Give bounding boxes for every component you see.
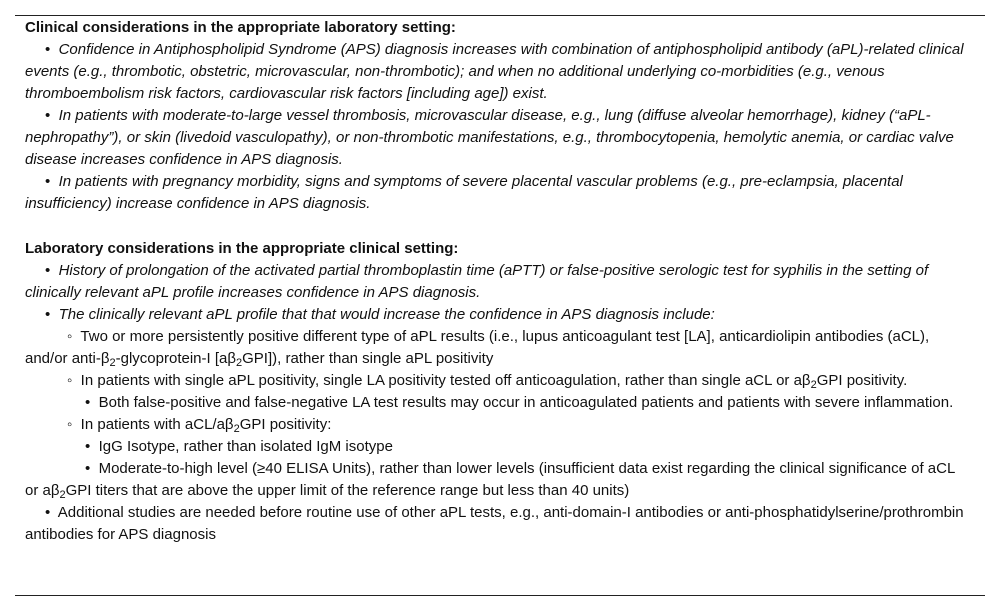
bullet-icon: • [85,438,95,455]
bullet-icon: • [45,262,55,279]
subscript: 2 [810,379,817,391]
profile-subitem-3 [25,414,965,436]
bullet-icon: • [85,394,95,411]
bullet-icon: • [45,41,55,58]
laboratory-section-title: Laboratory considerations in the appropriate clinical setting: [25,240,459,257]
subitem-text: In patients with single aPL positivity, single LA positivity tested off anticoagulation, rather than single aCL or aβ [80,372,811,389]
subitem-text: Two or more persistently positive different type of aPL results (i.e., lupus anticoagulant test [LA], anticardiolipin antibodies (aCL), and/or anti-β [25,328,930,367]
subscript: 2 [109,357,116,369]
profile-subitem-2-detail [25,392,965,414]
profile-subitem-3-detail-1 [25,436,965,458]
laboratory-item-text: The clinically relevant aPL profile that that would increase the confidence in APS diagnosis include: [58,306,715,323]
profile-subitem-3-detail-2 [25,458,965,502]
subitem-text: GPI positivity: [239,416,332,433]
subitem-text: GPI positivity. [816,372,908,389]
bullet-icon: • [45,173,55,190]
subitem-text: -glycoprotein-I [aβ [115,350,236,367]
subitem-text: In patients with aCL/aβ [80,416,234,433]
laboratory-item-2 [25,304,965,326]
considerations-table [15,15,985,596]
detail-text: Both false-positive and false-negative LA test results may occur in anticoagulated patients and patients with severe inflammation. [98,394,954,411]
hollow-bullet-icon: ◦ [67,328,77,345]
clinical-item-text: In patients with moderate-to-large vessel thrombosis, microvascular disease, e.g., lung (diffuse alveolar hemorrhage), kidney (“aPL-nephropathy”), or skin (livedoid vasculopathy), or non-thrombotic manifestations, e.g., thrombocytopenia, hemolytic anemia, or cardiac valve disease increases confidence in APS diagnosis. [25,107,954,168]
section-gap [25,215,965,238]
clinical-item-1 [25,39,965,105]
hollow-bullet-icon: ◦ [67,372,77,389]
clinical-item-text: In patients with pregnancy morbidity, signs and symptoms of severe placental vascular problems (e.g., pre-eclampsia, placental insufficiency) increase confidence in APS diagnosis. [25,173,903,212]
profile-subitem-2 [25,370,965,392]
clinical-section-title: Clinical considerations in the appropriate laboratory setting: [25,19,456,36]
bullet-icon: • [45,306,55,323]
subscript: 2 [236,357,243,369]
subitem-text: GPI]), rather than single aPL positivity [242,350,494,367]
bullet-icon: • [45,504,55,521]
laboratory-item-text: Additional studies are needed before routine use of other aPL tests, e.g., anti-domain-I antibodies or anti-phosphatidylserine/prothrombin antibodies for APS diagnosis [25,504,964,543]
detail-text: GPI titers that are above the upper limit of the reference range but less than 40 units) [65,482,630,499]
laboratory-item-1 [25,260,965,304]
profile-subitem-1 [25,326,965,370]
detail-text: IgG Isotype, rather than isolated IgM isotype [98,438,393,455]
laboratory-item-3 [25,502,965,546]
subscript: 2 [233,423,240,435]
clinical-item-3 [25,171,965,215]
clinical-item-text: Confidence in Antiphospholipid Syndrome (APS) diagnosis increases with combination of antiphospholipid antibody (aPL)-related clinical events (e.g., thrombotic, obstetric, microvascular, non-thrombotic); and when no additional underlying co-morbidities (e.g., venous thromboembolism risk factors, cardiovascular risk factors [including age]) exist. [25,41,964,102]
table-cell [25,17,965,546]
laboratory-item-text: History of prolongation of the activated partial thromboplastin time (aPTT) or false-positive serologic test for syphilis in the setting of clinically relevant aPL profile increases confidence in APS diagnosis. [25,262,929,301]
clinical-item-2 [25,105,965,171]
detail-text: Moderate-to-high level (≥40 ELISA Units), rather than lower levels (insufficient data exist regarding the clinical significance of aCL or aβ [25,460,955,499]
bullet-icon: • [85,460,95,477]
bullet-icon: • [45,107,55,124]
subscript: 2 [59,489,66,501]
hollow-bullet-icon: ◦ [67,416,77,433]
